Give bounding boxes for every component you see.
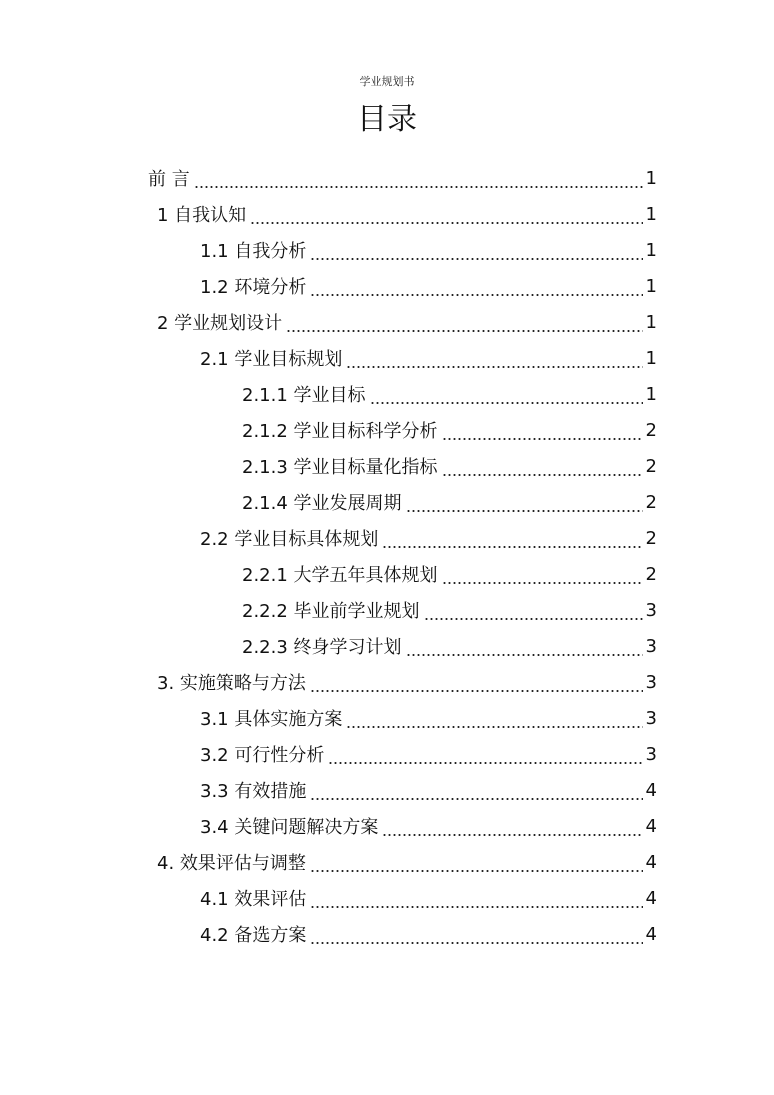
toc-entry-label: 2.2 学业目标具体规划 bbox=[200, 529, 379, 550]
toc-entry[interactable] bbox=[0, 700, 774, 736]
toc-entry-label: 2.2.3 终身学习计划 bbox=[242, 637, 402, 658]
toc-dot-leader bbox=[310, 855, 643, 873]
toc-entry-label: 4.1 效果评估 bbox=[200, 889, 307, 910]
page-header: 学业规划书 bbox=[359, 75, 415, 88]
toc-entry[interactable] bbox=[0, 232, 774, 268]
toc-entry[interactable] bbox=[0, 628, 774, 664]
toc-entry[interactable] bbox=[0, 412, 774, 448]
toc-entry-page: 3 bbox=[645, 707, 657, 729]
toc-dot-leader bbox=[346, 711, 643, 729]
toc-entry[interactable] bbox=[0, 844, 774, 880]
toc-dot-leader bbox=[310, 783, 643, 801]
toc-entry[interactable] bbox=[0, 196, 774, 232]
toc-entry-page: 1 bbox=[645, 203, 657, 225]
toc-entry-page: 4 bbox=[645, 779, 657, 801]
toc-entry-page: 2 bbox=[645, 491, 657, 513]
toc-dot-leader bbox=[346, 351, 643, 369]
toc-entry-label: 4. 效果评估与调整 bbox=[157, 853, 306, 874]
toc-entry[interactable] bbox=[0, 376, 774, 412]
toc-dot-leader bbox=[382, 819, 643, 837]
toc-entry-page: 3 bbox=[645, 671, 657, 693]
toc-dot-leader bbox=[370, 387, 643, 405]
toc-entry-label: 3.2 可行性分析 bbox=[200, 745, 325, 766]
toc-entry[interactable] bbox=[0, 592, 774, 628]
toc-dot-leader bbox=[382, 531, 643, 549]
toc-dot-leader bbox=[424, 603, 643, 621]
toc-entry[interactable] bbox=[0, 772, 774, 808]
toc-entry[interactable] bbox=[0, 340, 774, 376]
toc-dot-leader bbox=[442, 567, 643, 585]
toc-entry-page: 4 bbox=[645, 887, 657, 909]
toc-entry[interactable] bbox=[0, 880, 774, 916]
toc-dot-leader bbox=[406, 639, 643, 657]
toc-entry[interactable] bbox=[0, 736, 774, 772]
toc-entry-label: 2.2.1 大学五年具体规划 bbox=[242, 565, 438, 586]
toc-entry[interactable] bbox=[0, 484, 774, 520]
toc-entry-label: 3.1 具体实施方案 bbox=[200, 709, 343, 730]
page-title: 目录 bbox=[357, 102, 417, 137]
toc-entry-label: 前 言 bbox=[148, 169, 190, 190]
toc-dot-leader bbox=[310, 891, 643, 909]
toc-dot-leader bbox=[286, 315, 643, 333]
toc-entry-label: 3. 实施策略与方法 bbox=[157, 673, 306, 694]
toc-entry-label: 2.1.2 学业目标科学分析 bbox=[242, 421, 438, 442]
toc-entry-page: 3 bbox=[645, 743, 657, 765]
toc-dot-leader bbox=[310, 279, 643, 297]
toc-entry[interactable] bbox=[0, 916, 774, 952]
toc-entry-label: 4.2 备选方案 bbox=[200, 925, 307, 946]
toc-entry[interactable] bbox=[0, 808, 774, 844]
toc-entry-label: 2.1.4 学业发展周期 bbox=[242, 493, 402, 514]
toc-dot-leader bbox=[194, 171, 643, 189]
toc-entry-page: 3 bbox=[645, 599, 657, 621]
toc-entry[interactable] bbox=[0, 448, 774, 484]
toc-entry-page: 2 bbox=[645, 419, 657, 441]
toc-entry-page: 4 bbox=[645, 923, 657, 945]
toc-entry-label: 2.1 学业目标规划 bbox=[200, 349, 343, 370]
toc-entry[interactable] bbox=[0, 268, 774, 304]
toc-dot-leader bbox=[310, 927, 643, 945]
toc-entry-page: 1 bbox=[645, 383, 657, 405]
toc-entry[interactable] bbox=[0, 556, 774, 592]
toc-dot-leader bbox=[442, 459, 643, 477]
toc-dot-leader bbox=[250, 207, 643, 225]
toc-entry[interactable] bbox=[0, 160, 774, 196]
toc-dot-leader bbox=[328, 747, 643, 765]
toc-entry[interactable] bbox=[0, 664, 774, 700]
toc-entry-page: 1 bbox=[645, 239, 657, 261]
toc-dot-leader bbox=[406, 495, 643, 513]
toc-entry-label: 2.1.3 学业目标量化指标 bbox=[242, 457, 438, 478]
toc-entry-page: 1 bbox=[645, 275, 657, 297]
toc-entry-label: 1.1 自我分析 bbox=[200, 241, 307, 262]
toc-entry-page: 2 bbox=[645, 563, 657, 585]
toc-entry-page: 3 bbox=[645, 635, 657, 657]
toc-entry-page: 1 bbox=[645, 347, 657, 369]
toc-dot-leader bbox=[442, 423, 643, 441]
toc-entry-label: 2.1.1 学业目标 bbox=[242, 385, 366, 406]
toc-entry-page: 4 bbox=[645, 851, 657, 873]
toc-entry-page: 4 bbox=[645, 815, 657, 837]
toc-entry-label: 1.2 环境分析 bbox=[200, 277, 307, 298]
toc-entry-page: 2 bbox=[645, 527, 657, 549]
toc-entry[interactable] bbox=[0, 520, 774, 556]
toc-entry-label: 3.4 关键问题解决方案 bbox=[200, 817, 379, 838]
toc-entry-page: 1 bbox=[645, 311, 657, 333]
toc-entry-page: 1 bbox=[645, 167, 657, 189]
toc-entry-label: 2 学业规划设计 bbox=[157, 313, 283, 334]
toc-entry-label: 3.3 有效措施 bbox=[200, 781, 307, 802]
toc-entry[interactable] bbox=[0, 304, 774, 340]
toc-entry-label: 1 自我认知 bbox=[157, 205, 247, 226]
toc-dot-leader bbox=[310, 243, 643, 261]
toc-entry-label: 2.2.2 毕业前学业规划 bbox=[242, 601, 420, 622]
toc-dot-leader bbox=[310, 675, 643, 693]
toc-entry-page: 2 bbox=[645, 455, 657, 477]
